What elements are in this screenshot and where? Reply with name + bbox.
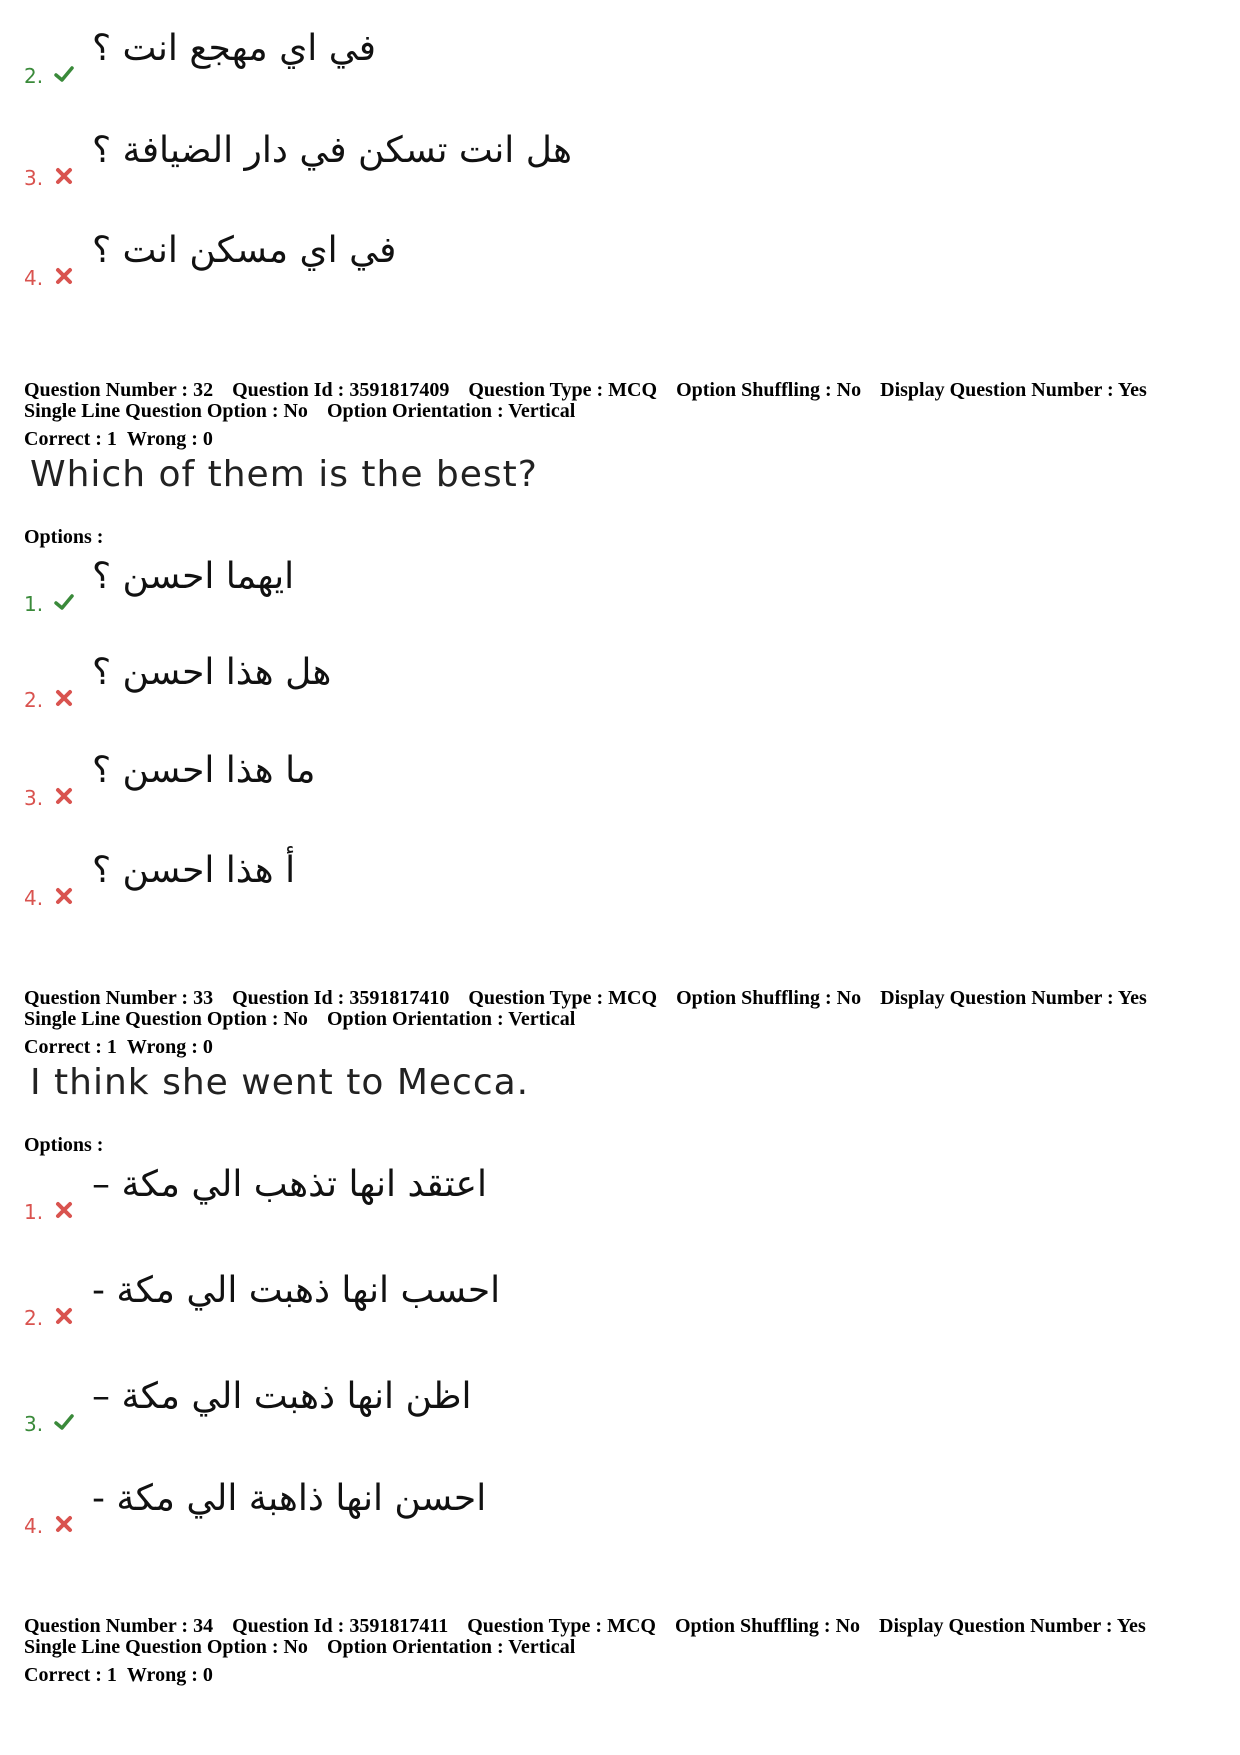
- option-q32-2: [24, 652, 1024, 712]
- option-q32-3: [24, 750, 1024, 810]
- question-text: I think she went to Mecca.: [30, 1062, 530, 1103]
- score-q33: [24, 1036, 213, 1059]
- cross-icon: [54, 786, 74, 806]
- option-text: اعتقد انها تذهب الي مكة –: [92, 1164, 487, 1205]
- option-text: ايهما احسن ؟: [92, 556, 295, 597]
- question-meta-q32: [24, 380, 1161, 422]
- cross-icon: [54, 1306, 74, 1326]
- option-number: 1.: [24, 592, 44, 616]
- option-number: 4.: [24, 886, 44, 910]
- wrong-score: Wrong : 0: [126, 428, 213, 450]
- option-number: 2.: [24, 1306, 44, 1330]
- cross-icon: [54, 688, 74, 708]
- option-q31-2: [24, 28, 1024, 88]
- wrong-score: Wrong : 0: [126, 1036, 213, 1058]
- option-shuffling: Option Shuffling : No: [676, 987, 862, 1009]
- question-number: Question Number : 34: [24, 1615, 214, 1637]
- option-orientation: Option Orientation : Vertical: [326, 400, 576, 422]
- option-number: 2.: [24, 688, 44, 712]
- options-label: Options :: [24, 1134, 104, 1156]
- cross-icon: [54, 166, 74, 186]
- single-line-option: Single Line Question Option : No: [24, 400, 308, 422]
- option-q33-3: [24, 1376, 1024, 1436]
- check-icon: [54, 1412, 74, 1432]
- option-q32-4: [24, 850, 1024, 910]
- option-text: ما هذا احسن ؟: [92, 750, 316, 791]
- question-meta-q34: [24, 1616, 1160, 1658]
- single-line-option: Single Line Question Option : No: [24, 1008, 308, 1030]
- option-shuffling: Option Shuffling : No: [674, 1615, 861, 1637]
- option-text: احسب انها ذهبت الي مكة -: [92, 1270, 501, 1311]
- single-line-option: Single Line Question Option : No: [24, 1636, 308, 1658]
- option-text: هل انت تسكن في دار الضيافة ؟: [92, 130, 572, 171]
- option-number: 4.: [24, 266, 44, 290]
- question-id: Question Id : 3591817409: [232, 379, 450, 401]
- options-label: Options :: [24, 526, 104, 548]
- question-number: Question Number : 33: [24, 987, 214, 1009]
- option-text: في اي مسكن انت ؟: [92, 230, 397, 271]
- option-shuffling: Option Shuffling : No: [676, 379, 862, 401]
- question-number: Question Number : 32: [24, 379, 214, 401]
- display-question-number: Display Question Number : Yes: [880, 379, 1147, 401]
- option-number: 3.: [24, 1412, 44, 1436]
- option-q31-3: [24, 130, 1024, 190]
- cross-icon: [54, 886, 74, 906]
- option-text: احسن انها ذاهبة الي مكة -: [92, 1478, 487, 1519]
- option-q33-1: [24, 1164, 1024, 1224]
- question-meta-q33: [24, 988, 1161, 1030]
- option-number: 3.: [24, 166, 44, 190]
- cross-icon: [54, 1514, 74, 1534]
- option-q32-1: [24, 556, 1024, 616]
- check-icon: [54, 64, 74, 84]
- score-q34: [24, 1664, 213, 1687]
- wrong-score: Wrong : 0: [126, 1664, 213, 1686]
- cross-icon: [54, 1200, 74, 1220]
- question-type: Question Type : MCQ: [468, 379, 658, 401]
- question-text: Which of them is the best?: [30, 454, 538, 495]
- correct-score: Correct : 1: [24, 1036, 117, 1058]
- question-type: Question Type : MCQ: [468, 987, 658, 1009]
- option-text: أ هذا احسن ؟: [92, 850, 296, 891]
- cross-icon: [54, 266, 74, 286]
- option-number: 2.: [24, 64, 44, 88]
- option-number: 1.: [24, 1200, 44, 1224]
- display-question-number: Display Question Number : Yes: [879, 1615, 1146, 1637]
- correct-score: Correct : 1: [24, 1664, 117, 1686]
- question-id: Question Id : 3591817411: [232, 1615, 449, 1637]
- option-text: اظن انها ذهبت الي مكة –: [92, 1376, 472, 1417]
- question-type: Question Type : MCQ: [467, 1615, 656, 1637]
- correct-score: Correct : 1: [24, 428, 117, 450]
- option-number: 4.: [24, 1514, 44, 1538]
- option-orientation: Option Orientation : Vertical: [326, 1008, 576, 1030]
- option-text: هل هذا احسن ؟: [92, 652, 332, 693]
- score-q32: [24, 428, 213, 451]
- option-orientation: Option Orientation : Vertical: [326, 1636, 576, 1658]
- option-q33-4: [24, 1478, 1024, 1538]
- option-q31-4: [24, 230, 1024, 290]
- option-number: 3.: [24, 786, 44, 810]
- option-q33-2: [24, 1270, 1024, 1330]
- option-text: في اي مهجع انت ؟: [92, 28, 376, 69]
- question-id: Question Id : 3591817410: [232, 987, 450, 1009]
- check-icon: [54, 592, 74, 612]
- display-question-number: Display Question Number : Yes: [880, 987, 1147, 1009]
